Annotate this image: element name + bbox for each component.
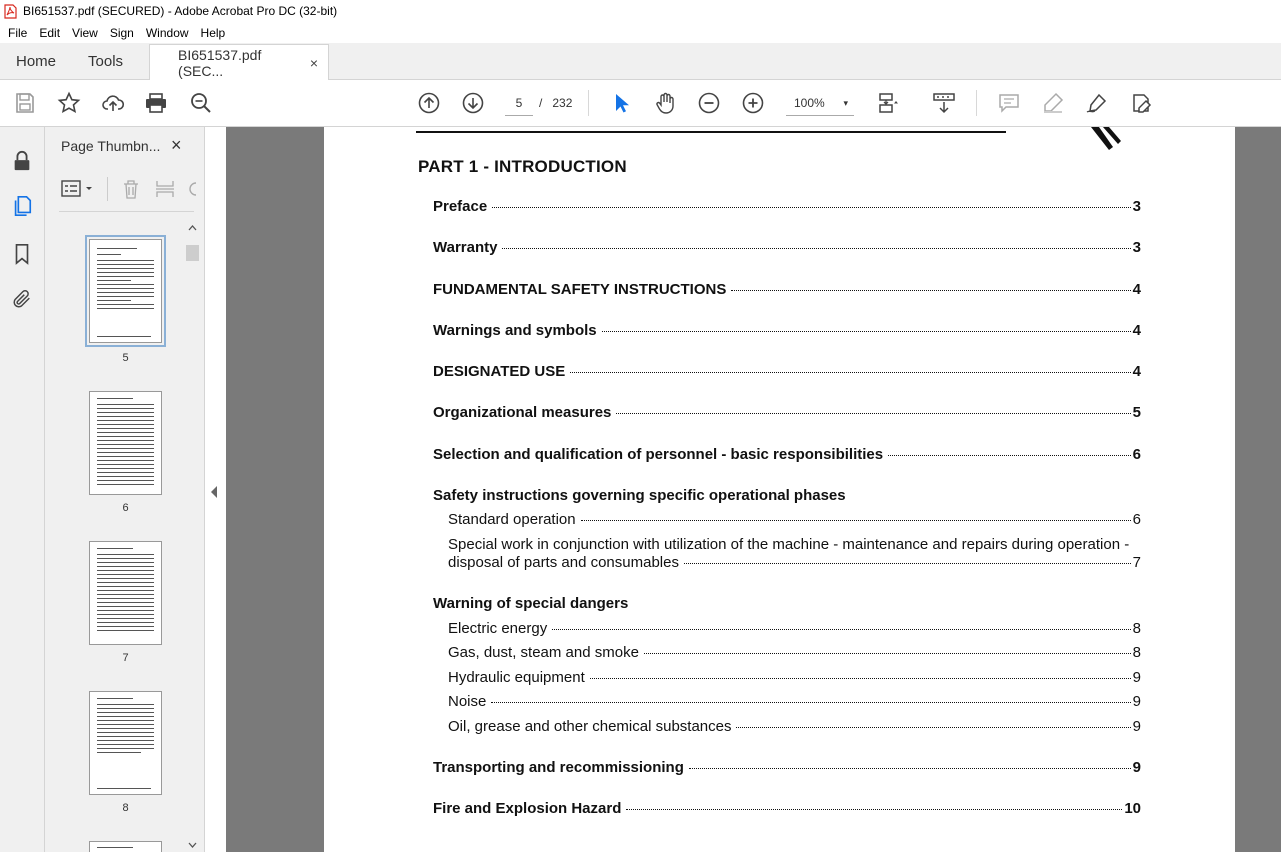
upload-cloud-icon[interactable]	[100, 90, 126, 116]
page-up-icon[interactable]	[416, 90, 442, 116]
menu-window[interactable]: Window	[145, 25, 189, 40]
toc-entry[interactable]: Electric energy 8	[448, 620, 1141, 637]
thumbnail-page[interactable]	[89, 841, 162, 852]
page-number-input[interactable]: 5	[505, 90, 533, 116]
toc-entry[interactable]: disposal of parts and consumables 7	[448, 554, 1141, 571]
brand-logo-icon	[1089, 127, 1129, 151]
page-thumbnails-icon[interactable]	[10, 194, 34, 218]
toc-entry[interactable]: Hydraulic equipment 9	[448, 669, 1141, 686]
panel-title: Page Thumbn...	[61, 138, 161, 154]
toc-section-heading[interactable]: Warning of special dangers	[433, 595, 629, 612]
tab-document-label: BI651537.pdf (SEC...	[178, 46, 262, 79]
left-rail	[0, 127, 45, 852]
tab-tools[interactable]: Tools	[88, 52, 124, 70]
document-viewport[interactable]	[226, 127, 1281, 852]
pdf-icon	[4, 4, 17, 19]
panel-divider	[59, 211, 194, 212]
menu-file[interactable]: File	[8, 25, 28, 40]
thumbnail-page[interactable]	[89, 541, 162, 645]
scrollbar-thumb[interactable]	[186, 245, 199, 261]
toc-entry-line[interactable]: Special work in conjunction with utilization of the machine - maintenance and repairs during operation -	[448, 536, 1130, 553]
menu-help[interactable]: Help	[200, 25, 226, 40]
highlight-pen-icon[interactable]	[1040, 90, 1066, 116]
panel-close-icon[interactable]: ×	[171, 135, 182, 155]
panel-toolbar-divider	[107, 177, 108, 201]
thumbnail-panel	[45, 127, 205, 852]
toc-entry[interactable]: Transporting and recommissioning 9	[433, 759, 1141, 776]
scroll-up-icon[interactable]	[188, 224, 197, 231]
zoom-in-icon[interactable]	[740, 90, 766, 116]
toc-entry[interactable]: Warnings and symbols 4	[433, 322, 1141, 339]
header-rule	[416, 131, 1006, 133]
tab-home[interactable]: Home	[16, 52, 57, 70]
zoom-out-icon[interactable]	[696, 90, 722, 116]
toc-entry[interactable]: Gas, dust, steam and smoke 8	[448, 644, 1141, 661]
bookmark-star-icon[interactable]	[56, 90, 82, 116]
fit-page-icon[interactable]	[876, 90, 902, 116]
thumbnail-page-number: 7	[122, 652, 129, 664]
page-total	[539, 90, 572, 116]
save-icon[interactable]	[12, 90, 38, 116]
menu-edit[interactable]: Edit	[39, 25, 61, 40]
search-zoom-icon[interactable]	[188, 90, 214, 116]
part-heading: PART 1 - INTRODUCTION	[418, 157, 627, 176]
tab-document[interactable]	[149, 44, 329, 80]
thumbnail-page-number: 5	[122, 352, 129, 364]
toc-entry[interactable]: Organizational measures 5	[433, 404, 1141, 421]
select-cursor-icon[interactable]	[608, 90, 634, 116]
toolbar	[0, 80, 1281, 127]
zoom-level-value: 100%	[794, 96, 825, 110]
toc-section-heading[interactable]: Safety instructions governing specific operational phases	[433, 487, 846, 504]
menu-view[interactable]: View	[72, 25, 98, 40]
scroll-down-icon[interactable]	[188, 842, 197, 849]
thumbnail-page-number: 6	[122, 502, 129, 514]
toc-entry[interactable]: Oil, grease and other chemical substances 9	[448, 718, 1141, 735]
thumbnail-options-icon[interactable]	[61, 179, 95, 199]
toc-entry[interactable]: Noise 9	[448, 693, 1141, 710]
panel-toolbar	[61, 177, 201, 201]
print-icon[interactable]	[143, 90, 169, 116]
bookmarks-icon[interactable]	[10, 242, 34, 266]
attachment-icon[interactable]	[10, 287, 34, 311]
chevron-down-icon: ▾	[843, 98, 848, 108]
tab-close-icon[interactable]: ×	[309, 54, 319, 71]
tab-bar	[0, 43, 1281, 80]
extract-pages-icon[interactable]	[155, 179, 175, 199]
thumbnail-page[interactable]	[89, 391, 162, 495]
hand-tool-icon[interactable]	[652, 90, 678, 116]
rotate-page-icon[interactable]	[187, 179, 199, 199]
toc-entry[interactable]: Selection and qualification of personnel - basic responsibilities 6	[433, 446, 1141, 463]
toc-entry[interactable]: Fire and Explosion Hazard 10	[433, 800, 1141, 817]
sign-pen-icon[interactable]	[1084, 90, 1110, 116]
edit-tools-icon[interactable]	[1128, 90, 1154, 116]
delete-page-icon[interactable]	[121, 179, 141, 199]
thumbnail-page-number: 8	[122, 802, 129, 814]
collapse-panel-icon[interactable]	[210, 485, 218, 499]
page-total-count: 232	[552, 96, 573, 110]
toc-entry[interactable]: DESIGNATED USE 4	[433, 363, 1141, 380]
page-down-icon[interactable]	[460, 90, 486, 116]
lock-icon[interactable]	[10, 149, 34, 173]
toc-entry[interactable]: Standard operation 6	[448, 511, 1141, 528]
menu-bar	[0, 22, 1281, 43]
toc-entry[interactable]: Preface 3	[433, 198, 1141, 215]
comment-icon[interactable]	[996, 90, 1022, 116]
scroll-mode-icon[interactable]	[931, 90, 957, 116]
toolbar-divider	[976, 90, 977, 116]
title-bar	[0, 0, 1281, 22]
toc-entry[interactable]: FUNDAMENTAL SAFETY INSTRUCTIONS 4	[433, 281, 1141, 298]
panel-scrollbar[interactable]	[186, 221, 199, 852]
toolbar-divider	[588, 90, 589, 116]
zoom-level-select[interactable]	[786, 90, 854, 116]
thumbnail-page[interactable]	[89, 239, 162, 343]
thumbnail-page[interactable]	[89, 691, 162, 795]
page-separator: /	[539, 96, 543, 110]
menu-sign[interactable]: Sign	[109, 25, 134, 40]
pdf-page	[324, 127, 1235, 852]
toc-entry[interactable]: Warranty 3	[433, 239, 1141, 256]
window-title: BI651537.pdf (SECURED) - Adobe Acrobat Pro DC (32-bit)	[23, 4, 338, 18]
